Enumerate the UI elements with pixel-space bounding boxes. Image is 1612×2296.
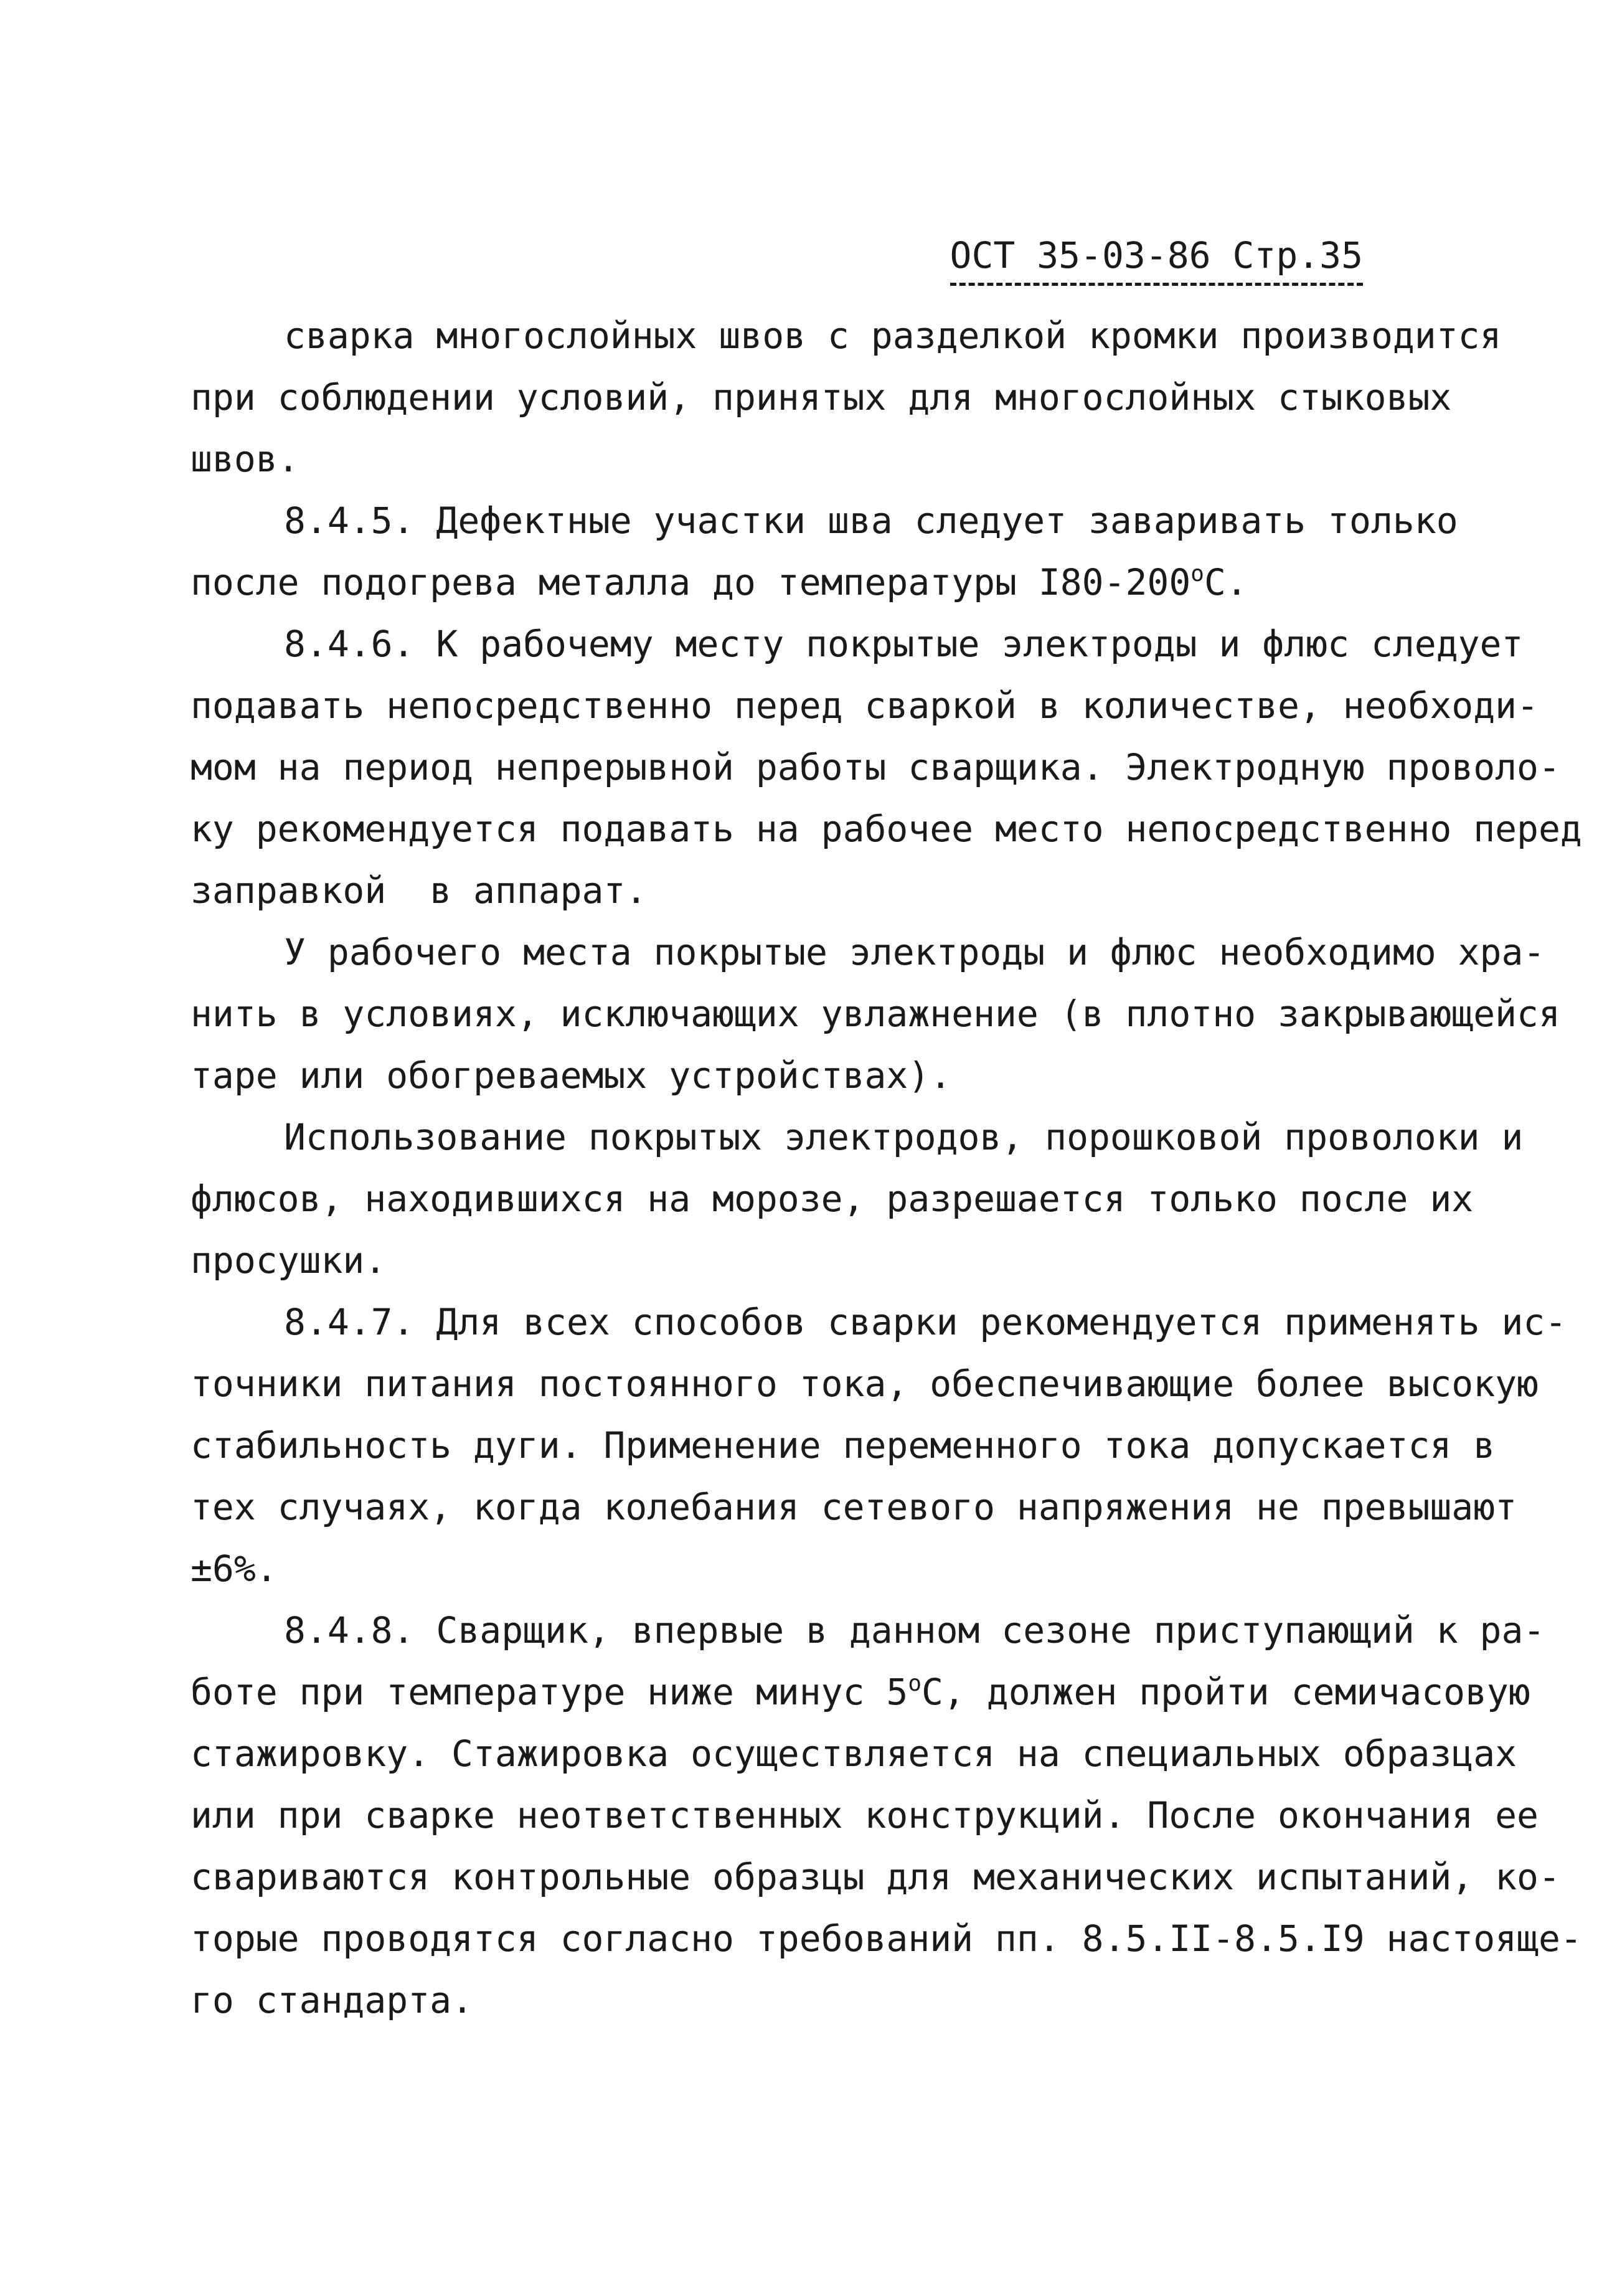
- text-line: [191, 1600, 1545, 1661]
- text-line: [191, 1292, 1567, 1353]
- text-line: [191, 305, 1502, 367]
- text-line: [191, 1415, 1496, 1476]
- text-line: [191, 367, 1452, 428]
- text-line: [191, 428, 1436, 490]
- text-line: [191, 613, 1524, 675]
- text-line-tail: C, должен пройти семичасовую: [921, 1671, 1530, 1713]
- degree-superscript: o: [1190, 561, 1204, 587]
- text-line: [191, 1970, 1436, 2031]
- text-line-content: го стандарта.: [191, 1979, 473, 2021]
- text-line: [191, 737, 1560, 798]
- text-line: [191, 1846, 1560, 1908]
- text-line: [191, 1230, 1436, 1292]
- text-line-content: при соблюдении условий, принятых для многослойных стыковых: [191, 376, 1452, 418]
- text-line-content: после подогрева металла до температуры I80-200: [191, 561, 1191, 603]
- text-line-content: или при сварке неответственных конструкций. После окончания ее: [191, 1794, 1539, 1836]
- text-line-content: 8.4.8. Сварщик, впервые в данном сезоне приступающий к ра-: [284, 1609, 1545, 1651]
- text-line-content: ±6%.: [191, 1547, 278, 1590]
- text-line-content: швов.: [191, 438, 299, 480]
- text-line-content: торые проводятся согласно требований пп. 8.5.II-8.5.I9 настояще-: [191, 1917, 1582, 1960]
- text-line: [191, 1353, 1539, 1415]
- page-header: [950, 230, 1363, 286]
- text-line-content: мом на период непрерывной работы сварщика. Электродную проволо-: [191, 746, 1560, 788]
- text-line: [191, 1538, 1436, 1600]
- text-line-content: стабильность дуги. Применение переменного тока допускается в: [191, 1424, 1496, 1467]
- text-line: [191, 1785, 1539, 1846]
- text-line-content: боте при температуре ниже минус 5: [191, 1671, 908, 1713]
- text-line: [191, 675, 1539, 737]
- text-line-content: таре или обогреваемых устройствах).: [191, 1054, 952, 1097]
- text-line: [191, 1168, 1474, 1230]
- text-line: [191, 490, 1458, 552]
- document-body: [191, 305, 1582, 2031]
- text-line: [191, 1723, 1517, 1785]
- text-line-content: У рабочего места покрытые электроды и флюс необходимо хра-: [284, 931, 1545, 973]
- text-line: [191, 1661, 1530, 1723]
- text-line-content: свариваются контрольные образцы для механических испытаний, ко-: [191, 1856, 1560, 1898]
- text-line-content: 8.4.6. К рабочему месту покрытые электроды и флюс следует: [284, 623, 1524, 665]
- text-line-content: заправкой в аппарат.: [191, 869, 648, 912]
- text-line-content: тех случаях, когда колебания сетевого напряжения не превышают: [191, 1486, 1517, 1528]
- text-line-content: точники питания постоянного тока, обеспечивающие более высокую: [191, 1363, 1539, 1405]
- text-line-content: 8.4.7. Для всех способов сварки рекомендуется применять ис-: [284, 1301, 1567, 1343]
- text-line-content: флюсов, находившихся на морозе, разрешается только после их: [191, 1178, 1474, 1220]
- degree-superscript: o: [908, 1671, 922, 1696]
- text-line: [191, 1045, 1436, 1107]
- text-line: [191, 1476, 1517, 1538]
- text-line-content: 8.4.5. Дефектные участки шва следует заваривать только: [284, 499, 1458, 542]
- text-line-content: стажировку. Стажировка осуществляется на специальных образцах: [191, 1732, 1517, 1775]
- text-line-content: нить в условиях, исключающих увлажнение (в плотно закрывающейся: [191, 993, 1560, 1035]
- text-line-content: подавать непосредственно перед сваркой в количестве, необходи-: [191, 684, 1539, 727]
- text-line: [191, 552, 1436, 613]
- text-line: [191, 1908, 1582, 1970]
- text-line: [191, 983, 1560, 1045]
- text-line-tail: C.: [1204, 561, 1248, 603]
- text-line: [191, 860, 1436, 922]
- text-line: [191, 1107, 1524, 1168]
- text-line-content: просушки.: [191, 1239, 387, 1282]
- text-line: [191, 798, 1582, 860]
- text-line-content: ку рекомендуется подавать на рабочее место непосредственно перед: [191, 808, 1582, 850]
- text-line: [191, 922, 1545, 983]
- standard-code-page-number: ОСТ 35-03-86 Стр.35: [950, 230, 1363, 286]
- text-line-content: Использование покрытых электродов, порошковой проволоки и: [284, 1116, 1524, 1158]
- text-line-content: сварка многослойных швов с разделкой кромки производится: [284, 314, 1502, 357]
